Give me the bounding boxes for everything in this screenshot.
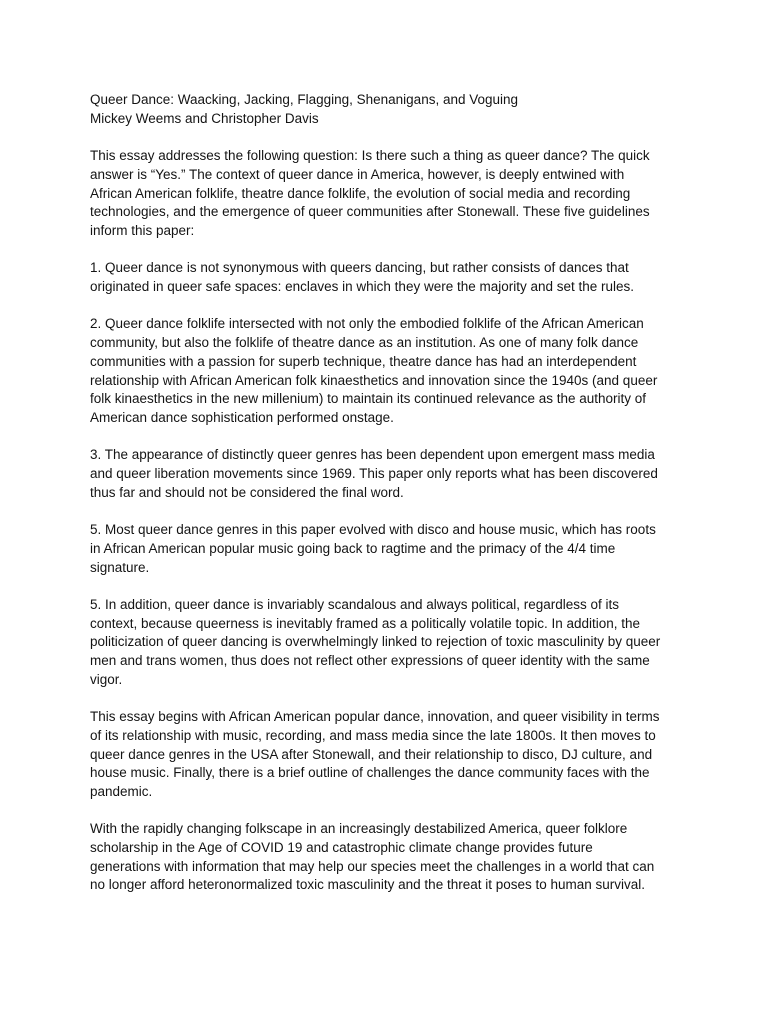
paragraph-line: signature. xyxy=(90,559,150,575)
paragraph-line: 5. Most queer dance genres in this paper evolved with disco and house music, which has roots xyxy=(90,522,656,538)
paragraph-line: 2. Queer dance folklife intersected with not only the embodied folklife of the African American xyxy=(90,316,644,332)
paragraph xyxy=(90,446,680,502)
paragraph-line: queer dance genres in the USA after Stonewall, and their relationship to disco, DJ culture, and xyxy=(90,746,653,762)
document-page xyxy=(90,91,680,895)
paragraph-line: This essay begins with African American popular dance, innovation, and queer visibility in terms xyxy=(90,709,660,725)
paragraph-line: originated in queer safe spaces: enclaves in which they were the majority and set the rules. xyxy=(90,279,635,294)
document-body xyxy=(90,147,680,895)
paragraph-line: American dance sophistication performed onstage. xyxy=(90,409,394,425)
document-header xyxy=(90,91,680,128)
paragraph-line: of its relationship with music, recording, and mass media since the late 1800s. It then moves to xyxy=(90,727,656,743)
paragraph-line: thus far and should not be considered the final word. xyxy=(90,484,404,500)
paragraph-line: house music. Finally, there is a brief outline of challenges the dance community faces with the xyxy=(90,765,650,781)
paragraph-line: and queer liberation movements since 1969. This paper only reports what has been discovered xyxy=(90,466,658,481)
paragraph-line: African American folklife, theatre dance folklife, the evolution of social media and recording xyxy=(90,185,631,201)
paragraph-line: answer is “Yes.” The context of queer dance in America, however, is deeply entwined with xyxy=(90,166,625,182)
paragraph-line: technologies, and the emergence of queer communities after Stonewall. These five guidelines xyxy=(90,204,650,220)
paragraph-line: With the rapidly changing folkscape in an increasingly destabilized America, queer folklore xyxy=(90,821,628,837)
paragraph xyxy=(90,708,680,802)
paragraph-line: in African American popular music going back to ragtime and the primacy of the 4/4 time xyxy=(90,540,616,556)
document-title: Queer Dance: Waacking, Jacking, Flagging, Shenanigans, and Voguing xyxy=(90,92,519,107)
paragraph-line: scholarship in the Age of COVID 19 and catastrophic climate change provides future xyxy=(90,840,593,855)
paragraph-line: This essay addresses the following question: Is there such a thing as queer dance? The quick xyxy=(90,148,650,164)
paragraph-line: no longer afford heteronormalized toxic masculinity and the threat it poses to human survival. xyxy=(90,877,646,893)
document-authors: Mickey Weems and Christopher Davis xyxy=(90,110,319,126)
paragraph-line: context, because queerness is inevitably framed as a politically volatile topic. In addition, the xyxy=(90,615,641,631)
paragraph xyxy=(90,820,680,895)
paragraph-line: community, but also the folklife of theatre dance as an institution. As one of many folk dance xyxy=(90,335,639,351)
paragraph xyxy=(90,259,680,296)
paragraph-line: folk kinaesthetics in the new millenium) to maintain its continued relevance as the authority of xyxy=(90,391,647,407)
paragraph-line: 1. Queer dance is not synonymous with queers dancing, but rather consists of dances that xyxy=(90,260,629,276)
paragraph-line: communities with a passion for superb technique, theatre dance has had an interdependent xyxy=(90,353,637,369)
paragraph-line: inform this paper: xyxy=(90,222,195,238)
paragraph-line: generations with information that may help our species meet the challenges in a world that can xyxy=(90,858,655,874)
paragraph-line: vigor. xyxy=(90,671,123,687)
paragraph-line: pandemic. xyxy=(90,783,153,799)
paragraph xyxy=(90,315,680,427)
paragraph xyxy=(90,521,680,577)
paragraph-line: politicization of queer dancing is overwhelmingly linked to rejection of toxic masculinity by queer xyxy=(90,634,661,650)
paragraph xyxy=(90,596,680,690)
paragraph-line: 5. In addition, queer dance is invariably scandalous and always political, regardless of its xyxy=(90,596,620,612)
paragraph-line: men and trans women, thus does not reflect other expressions of queer identity with the same xyxy=(90,653,650,668)
paragraph-line: 3. The appearance of distinctly queer genres has been dependent upon emergent mass media xyxy=(90,447,655,463)
paragraph xyxy=(90,147,680,241)
paragraph-line: relationship with African American folk kinaesthetics and innovation since the 1940s (and queer xyxy=(90,372,658,388)
